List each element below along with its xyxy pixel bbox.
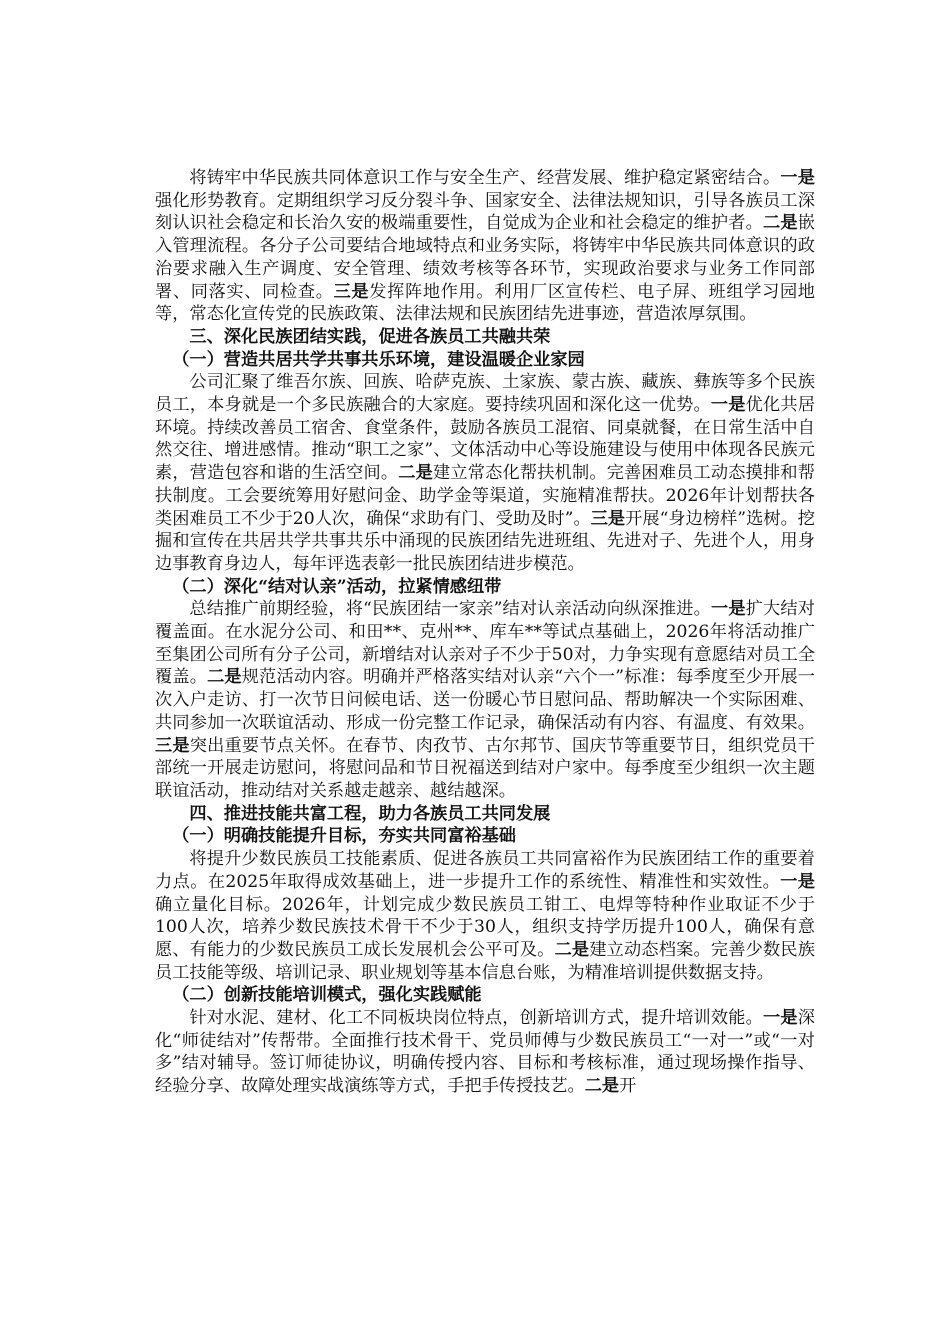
paragraph-text: 建立动态档案。完善少数民族员工技能等级、培训记录、职业规划等基本信息台账，为精准培训提供数据支持。 bbox=[155, 939, 815, 983]
paragraph-text: 突出重要节点关怀。在春节、肉孜节、古尔邦节、国庆节等重要节日，组织党员干部统一开展走访慰问，将慰问品和节日祝福送到结对户家中。每季度至少组织一次主题联谊活动，推动结对关系越走越亲、越结越深。 bbox=[155, 735, 815, 801]
paragraph-text: 强化形势教育。定期组织学习反分裂斗争、国家安全、法律法规知识，引导各族员工深刻认识社会稳定和长治久安的极端重要性，自觉成为企业和社会稳定的维护者。 bbox=[155, 190, 815, 234]
paragraph-text: 确立量化目标。2026年，计划完成少数民族员工钳工、电焊等特种作业取证不少于100人次，培养少数民族技术骨干不少于30人，组织支持学历提升100人，确保有意愿、有能力的少数民族员工成长发展机会公平可及。 bbox=[155, 894, 815, 960]
section-heading: 四、推进技能共富工程，助力各族员工共同发展 bbox=[189, 803, 551, 824]
paragraph-text: 发挥阵地作用。利用厂区宣传栏、电子屏、班组学习园地等，常态化宣传党的民族政策、法律法规和民族团结先进事迹，营造浓厚氛围。 bbox=[155, 281, 815, 325]
paragraph-text: 规范活动内容。明确并严格落实结对认亲“六个一”标准：每季度至少开展一次入户走访、打一次节日问候电话、送一份暖心节日慰问品、帮助解决一个实际困难、共同参加一次联谊活动、形成一份完整工作记录，确保活动有内容、有温度、有效果。 bbox=[155, 667, 815, 733]
body-paragraph bbox=[155, 167, 815, 326]
enumeration-marker: 二是 bbox=[763, 213, 798, 234]
enumeration-marker: 三是 bbox=[590, 508, 626, 529]
paragraph-text: 优化共居环境。持续改善员工宿舍、食堂条件，鼓励各族员工混宿、同桌就餐，在日常生活中自然交往、增进感情。推动“职工之家”、文体活动中心等设施建设与使用中体现各民族元素，营造包容和谐的生活空间。 bbox=[155, 395, 815, 484]
paragraph-text: 建立常态化帮扶机制。完善困难员工动态摸排和帮扶制度。工会要统筹用好慰问金、助学金等渠道，实施精准帮扶。2026年计划帮扶各类困难员工不少于20人次，确保“求助有门、受助及时”。 bbox=[155, 463, 815, 529]
paragraph-text: 将提升少数民族员工技能素质、促进各族员工共同富裕作为民族团结工作的重要着力点。在2025年取得成效基础上，进一步提升工作的系统性、精准性和实效性。 bbox=[155, 849, 815, 892]
enumeration-marker: 三是 bbox=[155, 735, 190, 756]
subsection-heading: （一）明确技能提升目标，夯实共同富裕基础 bbox=[172, 826, 516, 847]
body-paragraph bbox=[155, 1007, 815, 1098]
paragraph-text: 深化“师徒结对”传帮带。全面推行技术骨干、党员师傅与少数民族员工“一对一”或“一对多”结对辅导。签订师徒协议，明确传授内容、目标和考核标准，通过现场操作指导、经验分享、故障处理实战演练等方式，手把手传授技艺。 bbox=[155, 1008, 815, 1097]
paragraph-text: 针对水泥、建材、化工不同板块岗位特点，创新培训方式，提升培训效能。 bbox=[189, 1008, 764, 1029]
subsection-heading: （二）深化“结对认亲”活动，拉紧情感纽带 bbox=[172, 576, 502, 597]
enumeration-marker: 二是 bbox=[398, 463, 433, 484]
paragraph-text: 将铸牢中华民族共同体意识工作与安全生产、经营发展、维护稳定紧密结合。 bbox=[189, 168, 781, 188]
enumeration-marker: 二是 bbox=[554, 939, 590, 960]
enumeration-marker: 一是 bbox=[780, 871, 815, 892]
paragraph-text: 扩大结对覆盖面。在水泥分公司、和田**、克州**、库车**等试点基础上，2026年将活动推广至集团公司所有分子公司，新增结对认亲对子不少于50对，力争实现有意愿结对员工全覆盖。 bbox=[155, 599, 815, 688]
section-heading: 三、深化民族团结实践，促进各族员工共融共荣 bbox=[189, 326, 551, 347]
document-page bbox=[155, 167, 815, 1098]
paragraph-text: 嵌入管理流程。各分子公司要结合地域特点和业务实际，将铸牢中华民族共同体意识的政治要求融入生产调度、安全管理、绩效考核等各环节，实现政治要求与业务工作同部署、同落实、同检查。 bbox=[155, 213, 815, 302]
enumeration-marker: 二是 bbox=[584, 1076, 620, 1097]
enumeration-marker: 一是 bbox=[780, 168, 815, 188]
paragraph-text: 总结推广前期经验，将“民族团结一家亲”结对认亲活动向纵深推进。 bbox=[189, 599, 711, 620]
body-paragraph bbox=[155, 598, 815, 802]
body-paragraph bbox=[155, 848, 815, 984]
enumeration-marker: 二是 bbox=[207, 667, 242, 688]
body-paragraph bbox=[155, 371, 815, 575]
enumeration-marker: 三是 bbox=[333, 281, 370, 302]
enumeration-marker: 一是 bbox=[710, 599, 746, 620]
subsection-heading: （二）创新技能培训模式，强化实践赋能 bbox=[172, 985, 482, 1006]
enumeration-marker: 一是 bbox=[763, 1008, 798, 1029]
paragraph-text: 公司汇聚了维吾尔族、回族、哈萨克族、土家族、蒙古族、藏族、彝族等多个民族员工，本身就是一个多民族融合的大家庭。要持续巩固和深化这一优势。 bbox=[155, 372, 815, 416]
subsection-heading: （一）营造共居共学共事共乐环境，建设温暖企业家园 bbox=[172, 349, 585, 370]
paragraph-text: 开 bbox=[619, 1076, 637, 1097]
enumeration-marker: 一是 bbox=[710, 395, 746, 416]
paragraph-text: 开展“身边榜样”选树。挖掘和宣传在共居共学共事共乐中涌现的民族团结先进班组、先进对子、先进个人，用身边事教育身边人，每年评选表彰一批民族团结进步模范。 bbox=[155, 508, 815, 574]
